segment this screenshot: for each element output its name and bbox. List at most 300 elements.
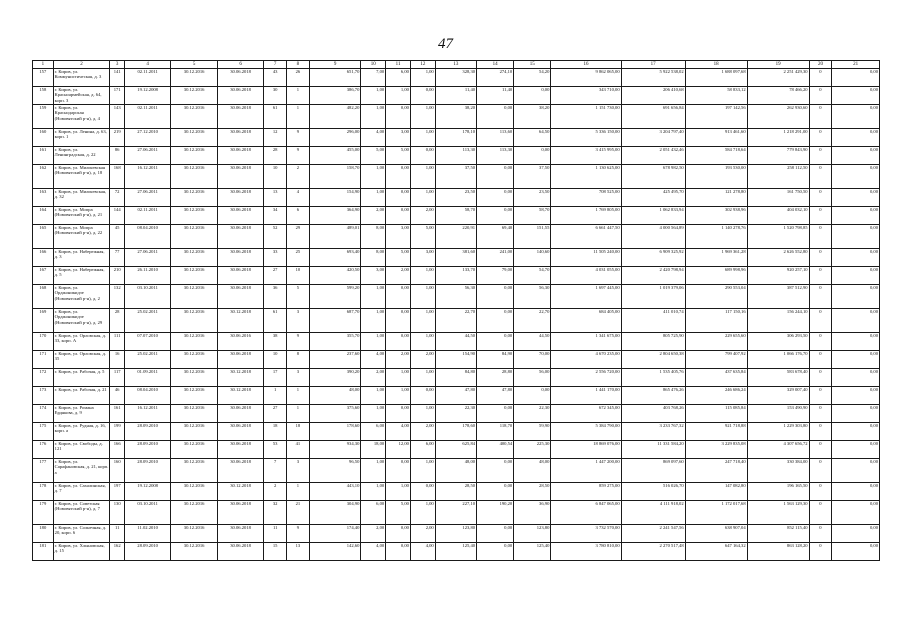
table-cell: 30.12.2016 <box>171 543 217 561</box>
table-cell: 0,00 <box>477 207 514 225</box>
column-number: 17 <box>621 61 685 69</box>
address-cell: г. Киров, ул. Мопра (Нововятский р-н), д. 22 <box>53 225 110 249</box>
table-cell: 1 130 625,00 <box>551 165 621 189</box>
table-cell: 144 <box>110 207 124 225</box>
table-cell: 173 <box>33 387 54 405</box>
table-cell: 913 461,60 <box>685 129 747 147</box>
column-number: 2 <box>53 61 110 69</box>
table-cell: 141 <box>110 69 124 87</box>
table-cell: 23,50 <box>514 189 551 207</box>
table-cell: 3,00 <box>386 225 411 249</box>
table-cell: 12,00 <box>386 441 411 459</box>
table-cell: 6,00 <box>361 423 386 441</box>
table-cell: 1 140 278,76 <box>685 225 747 249</box>
table-cell: 28,50 <box>435 483 476 501</box>
table-cell: 0,00 <box>477 459 514 483</box>
table-cell: 178 <box>33 483 54 501</box>
table-cell: 30.12.2016 <box>171 249 217 267</box>
table-cell: 02.11.2011 <box>124 207 170 225</box>
table-cell: 0 <box>809 69 832 87</box>
table-cell: 142,60 <box>309 543 361 561</box>
table-row <box>33 207 880 225</box>
column-number: 21 <box>832 61 880 69</box>
table-cell: 1,00 <box>361 387 386 405</box>
table-cell: 52 <box>264 225 287 249</box>
table-cell: 0,00 <box>477 285 514 309</box>
table-cell: 30.12.2016 <box>171 423 217 441</box>
table-cell: 168 <box>33 285 54 309</box>
column-number: 13 <box>435 61 476 69</box>
table-row <box>33 87 880 105</box>
table-cell: 482,20 <box>309 105 361 129</box>
table-cell: 328,30 <box>435 69 476 87</box>
table-cell: 36 <box>264 285 287 309</box>
table-cell: 41 <box>287 441 310 459</box>
table-cell: 30.12.2016 <box>171 333 217 351</box>
table-cell: 4 670 235,00 <box>551 351 621 369</box>
table-cell: 404 032,10 <box>747 207 809 225</box>
table-cell: 133,70 <box>435 267 476 285</box>
table-cell: 53 <box>264 441 287 459</box>
table-cell: 196 165,50 <box>747 483 809 501</box>
address-cell: г. Киров, ул. Ленина, д. 63, корп. 1 <box>53 129 110 147</box>
table-cell: 4,00 <box>410 543 435 561</box>
table-cell: 169 <box>33 309 54 333</box>
table-cell: 79,00 <box>477 267 514 285</box>
column-number: 12 <box>410 61 435 69</box>
table-cell: 1,00 <box>361 405 386 423</box>
address-cell: г. Киров, ул. Орджоникидзе (Нововятский р-н), д. 29 <box>53 309 110 333</box>
table-cell: 28 <box>264 147 287 165</box>
table-cell: 381,60 <box>435 249 476 267</box>
table-cell: 0 <box>809 423 832 441</box>
table-cell: 30.06.2018 <box>217 405 263 423</box>
table-cell: 37,50 <box>435 165 476 189</box>
table-cell: 206 410,68 <box>621 87 685 105</box>
table-row <box>33 165 880 189</box>
table-cell: 6 909 325,92 <box>621 249 685 267</box>
table-cell: 123,80 <box>435 525 476 543</box>
table-cell: 246 686,24 <box>685 387 747 405</box>
table-cell: 0 <box>809 225 832 249</box>
table-cell: 28.09.2010 <box>124 459 170 483</box>
table-cell: 1 066 176,70 <box>747 351 809 369</box>
table-cell: 70,00 <box>514 351 551 369</box>
table-cell: 920 257,10 <box>747 267 809 285</box>
table-cell: 584 718,64 <box>685 147 747 165</box>
table-cell: 387 512,90 <box>747 285 809 309</box>
table-cell: 1 697 445,00 <box>551 285 621 309</box>
table-cell: 168 <box>110 165 124 189</box>
table-cell: 0,00 <box>832 249 880 267</box>
table-cell: 516 026,70 <box>621 483 685 501</box>
table-cell: 455,00 <box>309 147 361 165</box>
table-row <box>33 405 880 423</box>
table-cell: 22,70 <box>514 309 551 333</box>
column-number: 5 <box>171 61 217 69</box>
table-cell: 0,00 <box>832 501 880 525</box>
table-cell: 0,00 <box>386 333 411 351</box>
table-cell: 3 204 797,40 <box>621 129 685 147</box>
table-cell: 0 <box>809 309 832 333</box>
table-cell: 30.06.2018 <box>217 249 263 267</box>
table-cell: 30.12.2018 <box>217 387 263 405</box>
table-cell: 0,00 <box>386 165 411 189</box>
table-cell: 30.12.2016 <box>171 387 217 405</box>
table-cell: 18 <box>264 423 287 441</box>
table-cell: 30.12.2016 <box>171 267 217 285</box>
column-number: 6 <box>217 61 263 69</box>
column-number: 14 <box>477 61 514 69</box>
table-cell: 1 688 097,68 <box>685 69 747 87</box>
table-cell: 4,00 <box>361 351 386 369</box>
table-cell: 0,00 <box>477 105 514 129</box>
table-cell: 390,20 <box>309 369 361 387</box>
table-cell: 15 <box>264 543 287 561</box>
table-cell: 0,00 <box>832 105 880 129</box>
table-cell: 678 982,50 <box>621 165 685 189</box>
table-cell: 443,10 <box>309 483 361 501</box>
table-cell: 26 <box>287 69 310 87</box>
table-cell: 0,00 <box>514 147 551 165</box>
column-number: 1 <box>33 61 54 69</box>
table-cell: 158,70 <box>309 165 361 189</box>
table-cell: 08.04.2010 <box>124 387 170 405</box>
table-cell: 0,00 <box>832 351 880 369</box>
table-cell: 0,00 <box>832 267 880 285</box>
table-cell: 32 <box>264 501 287 525</box>
table-cell: 28,80 <box>477 369 514 387</box>
table-cell: 1 218 291,00 <box>747 129 809 147</box>
table-cell: 693,40 <box>309 249 361 267</box>
table-cell: 157 <box>33 69 54 87</box>
table-cell: 10 <box>287 267 310 285</box>
table-cell: 0,00 <box>832 405 880 423</box>
table-cell: 330 384,00 <box>747 459 809 483</box>
table-cell: 160 <box>33 129 54 147</box>
table-cell: 30.06.2018 <box>217 147 263 165</box>
table-cell: 220,91 <box>435 225 476 249</box>
table-cell: 117 <box>110 369 124 387</box>
table-cell: 1 <box>287 483 310 501</box>
table-cell: 1,00 <box>361 285 386 309</box>
table-cell: 0,00 <box>410 483 435 501</box>
table-cell: 6 <box>287 207 310 225</box>
table-cell: 0 <box>809 501 832 525</box>
table-cell: 0,00 <box>832 69 880 87</box>
table-cell: 162 <box>110 543 124 561</box>
table-row <box>33 189 880 207</box>
table-cell: 166 <box>110 441 124 459</box>
column-number: 11 <box>386 61 411 69</box>
address-cell: г. Киров, ул. Солнечная, д. 20, корп. 6 <box>53 525 110 543</box>
table-cell: 274,10 <box>477 69 514 87</box>
table-cell: 16.12.2011 <box>124 165 170 189</box>
table-cell: 2 <box>287 165 310 189</box>
column-number: 3 <box>110 61 124 69</box>
table-cell: 33 <box>264 249 287 267</box>
table-cell: 9 <box>287 525 310 543</box>
table-cell: 2,00 <box>386 351 411 369</box>
table-cell: 258 112,50 <box>747 165 809 189</box>
table-cell: 0,00 <box>386 309 411 333</box>
table-cell: 30.12.2016 <box>171 369 217 387</box>
table-cell: 4,00 <box>361 129 386 147</box>
table-cell: 1,00 <box>361 87 386 105</box>
table-cell: 16.12.2011 <box>124 405 170 423</box>
table-cell: 2 626 552,80 <box>747 249 809 267</box>
table-cell: 72 <box>110 189 124 207</box>
table-cell: 115 085,84 <box>685 405 747 423</box>
table-cell: 0,00 <box>477 309 514 333</box>
table-cell: 199 <box>110 423 124 441</box>
table-cell: 583 678,40 <box>747 369 809 387</box>
table-cell: 61 <box>264 105 287 129</box>
table-cell: 30.06.2018 <box>217 423 263 441</box>
table-cell: 28.09.2010 <box>124 543 170 561</box>
column-number: 7 <box>264 61 287 69</box>
table-cell: 0,00 <box>386 207 411 225</box>
table-cell: 2 804 650,38 <box>621 351 685 369</box>
table-cell: 11 331 584,20 <box>621 441 685 459</box>
table-cell: 0,00 <box>832 483 880 501</box>
table-cell: 38,20 <box>435 105 476 129</box>
table-cell: 0,00 <box>832 369 880 387</box>
table-cell: 5 <box>287 285 310 309</box>
table-cell: 130 <box>110 501 124 525</box>
table-cell: 3 415 995,00 <box>551 147 621 165</box>
table-cell: 0,00 <box>477 543 514 561</box>
table-cell: 30.12.2016 <box>171 69 217 87</box>
address-cell: г. Киров, ул. Набережная, д. 5 <box>53 267 110 285</box>
table-cell: 30.12.2016 <box>171 309 217 333</box>
table-cell: 5 922 538,02 <box>621 69 685 87</box>
table-cell: 5,00 <box>386 249 411 267</box>
table-row <box>33 423 880 441</box>
table-cell: 158 <box>33 87 54 105</box>
table-cell: 30.12.2016 <box>171 525 217 543</box>
address-cell: г. Киров, ул. Коммунистическая, д. 3 <box>53 69 110 87</box>
table-cell: 36,90 <box>514 501 551 525</box>
table-cell: 143 <box>110 105 124 129</box>
table-cell: 302 938,96 <box>685 207 747 225</box>
table-cell: 153 490,90 <box>747 405 809 423</box>
table-cell: 2 <box>264 483 287 501</box>
table-cell: 1,00 <box>361 309 386 333</box>
table-cell: 647 164,32 <box>685 543 747 561</box>
table-cell: 241,00 <box>477 249 514 267</box>
table-cell: 179 <box>33 501 54 525</box>
table-cell: 599,20 <box>309 285 361 309</box>
table-row <box>33 501 880 525</box>
table-cell: 30.06.2018 <box>217 351 263 369</box>
table-cell: 27.06.2011 <box>124 147 170 165</box>
table-cell: 227,10 <box>435 501 476 525</box>
table-cell: 118,70 <box>477 423 514 441</box>
table-cell: 154,90 <box>435 351 476 369</box>
table-cell: 23,50 <box>435 189 476 207</box>
table-cell: 27.06.2011 <box>124 189 170 207</box>
table-cell: 171 <box>110 87 124 105</box>
table-cell: 30.06.2018 <box>217 105 263 129</box>
table-cell: 1,00 <box>386 87 411 105</box>
table-cell: 5,00 <box>386 501 411 525</box>
table-cell: 159 <box>33 105 54 129</box>
table-cell: 84,90 <box>477 351 514 369</box>
column-number: 10 <box>361 61 386 69</box>
address-cell: г. Киров, ул. Мильчевская (Нововятский р-н), д. 18 <box>53 165 110 189</box>
table-cell: 6 661 447,50 <box>551 225 621 249</box>
table-cell: 28,50 <box>514 483 551 501</box>
column-number: 19 <box>747 61 809 69</box>
table-cell: 0,00 <box>477 333 514 351</box>
table-cell: 1,00 <box>410 501 435 525</box>
table-cell: 3,00 <box>410 249 435 267</box>
table-cell: 1,00 <box>410 129 435 147</box>
table-cell: 0,00 <box>386 285 411 309</box>
table-cell: 0 <box>809 483 832 501</box>
table-cell: 0,00 <box>477 483 514 501</box>
table-cell: 165 <box>33 225 54 249</box>
table-cell: 2,00 <box>386 267 411 285</box>
address-cell: г. Киров, ул. Орджоникидзе (Нововятский р-н), д. 2 <box>53 285 110 309</box>
table-cell: 0,00 <box>477 525 514 543</box>
table-cell: 3,00 <box>386 129 411 147</box>
table-cell: 437 635,84 <box>685 369 747 387</box>
table-row <box>33 69 880 87</box>
table-cell: 1,00 <box>410 333 435 351</box>
table-cell: 3 233 767,32 <box>621 423 685 441</box>
table-cell: 355,70 <box>309 333 361 351</box>
table-cell: 306 293,50 <box>747 333 809 351</box>
table-cell: 0,00 <box>832 225 880 249</box>
table-cell: 9 <box>287 333 310 351</box>
table-cell: 7,00 <box>361 69 386 87</box>
table-cell: 8,00 <box>361 249 386 267</box>
table-cell: 805 725,90 <box>621 333 685 351</box>
table-cell: 0,00 <box>386 105 411 129</box>
table-cell: 1,00 <box>410 267 435 285</box>
table-cell: 178,10 <box>435 129 476 147</box>
table-row <box>33 369 880 387</box>
table-cell: 6,00 <box>410 441 435 459</box>
table-cell: 1,00 <box>410 405 435 423</box>
table-cell: 1 447 200,00 <box>551 459 621 483</box>
table-cell: 425 495,70 <box>621 189 685 207</box>
address-cell: г. Киров, ул. Романа Ердякова, д. 9 <box>53 405 110 423</box>
table-cell: 30.06.2018 <box>217 87 263 105</box>
table-cell: 78 466,20 <box>747 87 809 105</box>
table-cell: 30.12.2016 <box>171 441 217 459</box>
table-cell: 28.09.2010 <box>124 441 170 459</box>
table-cell: 30.06.2018 <box>217 69 263 87</box>
table-cell: 420,50 <box>309 267 361 285</box>
column-number-row <box>33 61 880 69</box>
table-row <box>33 285 880 309</box>
table-row <box>33 129 880 147</box>
table-cell: 1,00 <box>386 387 411 405</box>
table-cell: 1 151 730,00 <box>551 105 621 129</box>
table-cell: 147 082,80 <box>685 483 747 501</box>
table-cell: 11.02.2010 <box>124 525 170 543</box>
table-cell: 3 732 570,00 <box>551 525 621 543</box>
table-cell: 1 <box>287 87 310 105</box>
table-cell: 7 <box>264 459 287 483</box>
table-cell: 4,00 <box>386 423 411 441</box>
table-cell: 0 <box>809 387 832 405</box>
table-cell: 3 780 810,00 <box>551 543 621 561</box>
table-row <box>33 351 880 369</box>
table-cell: 4 031 055,00 <box>551 267 621 285</box>
table-cell: 30.06.2018 <box>217 189 263 207</box>
table-cell: 30.12.2016 <box>171 459 217 483</box>
table-cell: 0,00 <box>386 525 411 543</box>
table-cell: 13 <box>264 189 287 207</box>
table-cell: 197 <box>110 483 124 501</box>
table-cell: 2,00 <box>410 207 435 225</box>
table-cell: 11 <box>264 525 287 543</box>
table-cell: 30.12.2016 <box>171 129 217 147</box>
column-number: 8 <box>287 61 310 69</box>
table-cell: 30.06.2018 <box>217 129 263 147</box>
table-cell: 54,70 <box>514 267 551 285</box>
table-cell: 03.10.2011 <box>124 285 170 309</box>
table-cell: 411 010,74 <box>621 309 685 333</box>
table-cell: 0 <box>809 147 832 165</box>
table-cell: 489,01 <box>309 225 361 249</box>
table-cell: 1,00 <box>410 285 435 309</box>
table-cell: 0,00 <box>386 189 411 207</box>
table-cell: 0,00 <box>832 459 880 483</box>
table-cell: 30.06.2018 <box>217 501 263 525</box>
table-row <box>33 441 880 459</box>
table-cell: 172 <box>33 369 54 387</box>
table-cell: 1,00 <box>361 105 386 129</box>
table-cell: 290 553,04 <box>685 285 747 309</box>
table-cell: 2 270 517,48 <box>621 543 685 561</box>
table-cell: 175 <box>33 423 54 441</box>
table-cell: 180 <box>33 525 54 543</box>
table-cell: 779 843,90 <box>747 147 809 165</box>
table-cell: 1,00 <box>410 69 435 87</box>
table-cell: 30.12.2016 <box>171 207 217 225</box>
table-cell: 1,00 <box>361 189 386 207</box>
table-cell: 160 <box>110 459 124 483</box>
table-cell: 229 655,60 <box>685 333 747 351</box>
table-cell: 58,70 <box>514 207 551 225</box>
table-cell: 29 <box>287 225 310 249</box>
table-cell: 17 <box>264 369 287 387</box>
address-cell: г. Киров, ул. Рабочая, д. 21 <box>53 387 110 405</box>
table-cell: 2,00 <box>361 207 386 225</box>
table-row <box>33 309 880 333</box>
table-cell: 07.07.2010 <box>124 333 170 351</box>
table-cell: 1,00 <box>410 309 435 333</box>
table-cell: 691 656,84 <box>621 105 685 129</box>
table-cell: 1,00 <box>361 165 386 189</box>
apartments-table <box>32 60 880 561</box>
table-cell: 1,00 <box>361 483 386 501</box>
table-row <box>33 267 880 285</box>
table-cell: 56,30 <box>514 285 551 309</box>
table-cell: 30.12.2018 <box>217 483 263 501</box>
table-cell: 178,60 <box>309 423 361 441</box>
table-cell: 0,00 <box>832 543 880 561</box>
table-cell: 0,00 <box>386 543 411 561</box>
table-cell: 30.06.2018 <box>217 441 263 459</box>
table-cell: 30.06.2018 <box>217 285 263 309</box>
table-cell: 47,80 <box>477 387 514 405</box>
